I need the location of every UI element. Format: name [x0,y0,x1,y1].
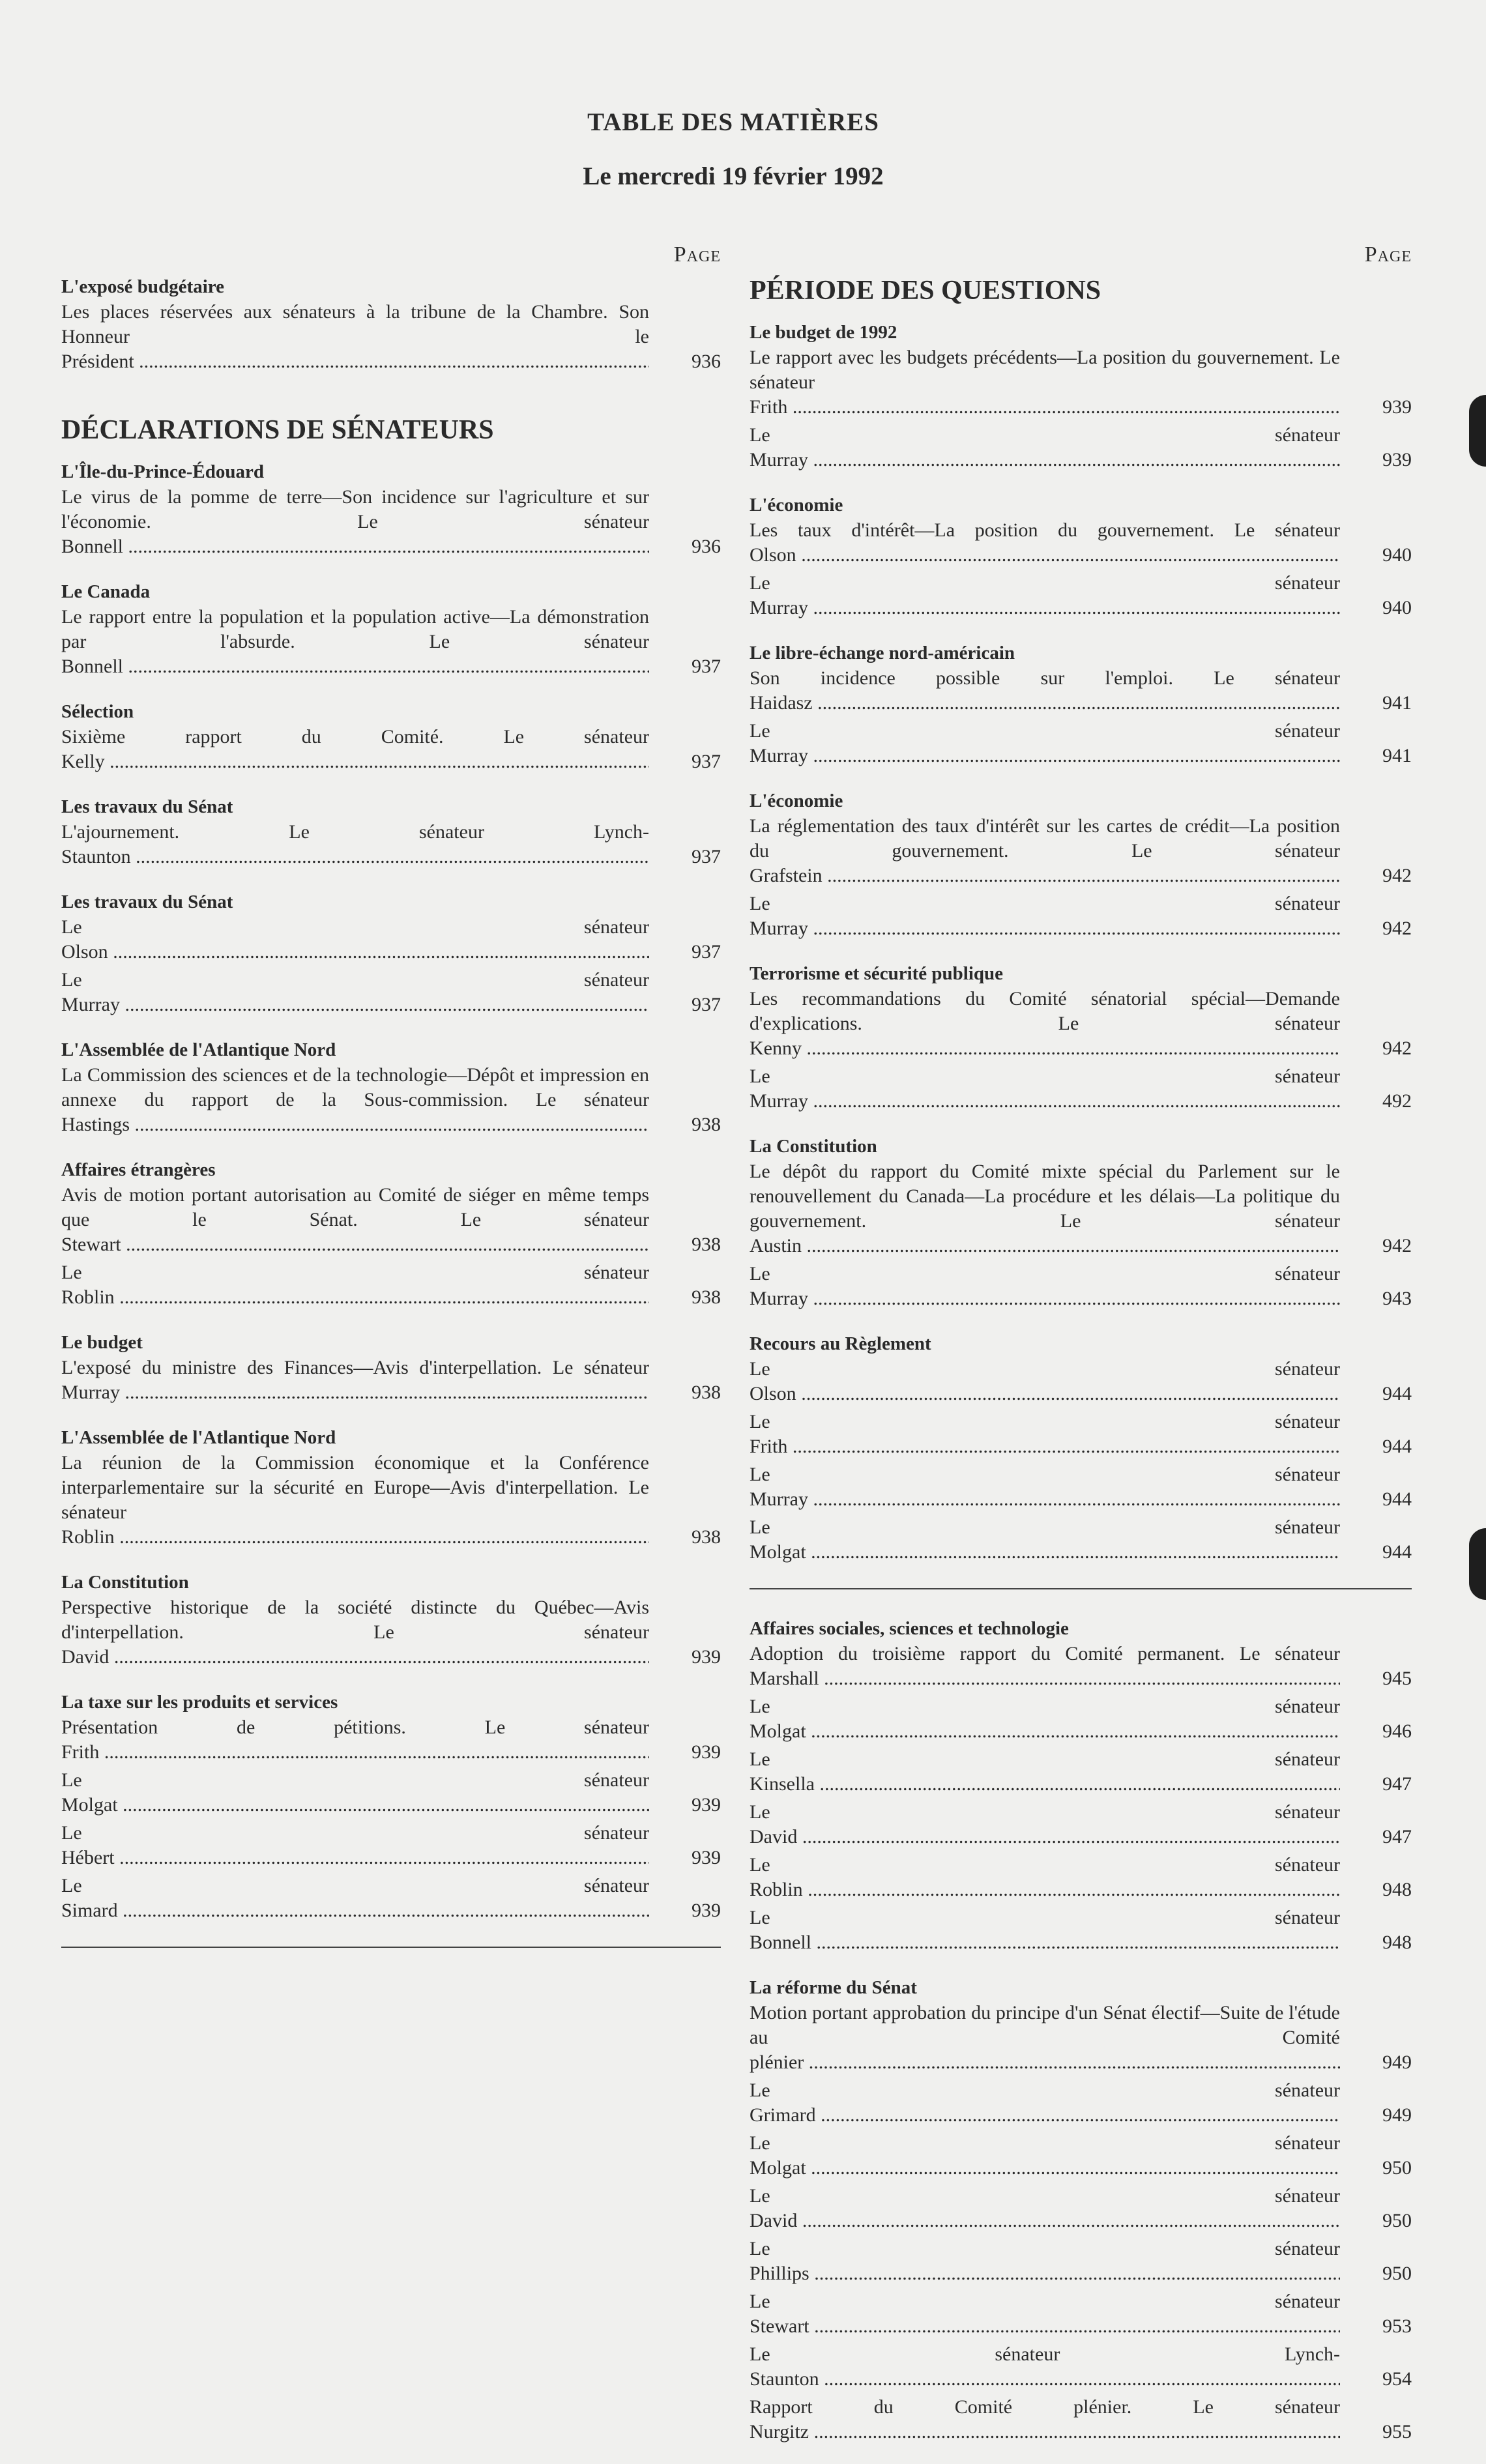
toc-section-title: Affaires sociales, sciences et technologie [750,1618,1069,1639]
toc-entry-page: 940 [1382,597,1412,618]
toc-entry-text: Le sénateur Murray ..... [750,571,1340,620]
toc-entry-page: 939 [692,1741,721,1763]
toc-entry [750,1694,1412,1744]
toc-entry-page: 939 [1382,396,1412,418]
toc-section [750,492,1412,620]
toc-entry-text: Présentation de pétitions. Le sénateur Frith ..... [61,1715,649,1765]
toc-section-title: Affaires étrangères [61,1159,216,1180]
toc-entry [61,725,721,774]
toc-entry [750,1262,1412,1311]
toc-entry-page: 955 [1382,2421,1412,2442]
toc-entry-page: 937 [692,846,721,867]
toc-entry-page: 942 [1382,865,1412,886]
toc-section [750,1616,1412,1955]
divider [61,1947,721,1948]
toc-section [61,1329,721,1405]
toc-entry-text: Le sénateur Murray ..... [750,1262,1340,1311]
toc-entry [61,1715,721,1765]
toc-section [750,640,1412,768]
toc-entry-text: Le sénateur Murray ..... [750,1064,1340,1114]
toc-entry [750,987,1412,1061]
toc-entry [61,1355,721,1405]
toc-entry [750,814,1412,888]
right-column [750,242,1412,2464]
toc-section [750,1331,1412,1565]
toc-entry-text: Le sénateur Hébert ..... [61,1821,649,1870]
toc-section [61,459,721,559]
toc-section [61,1037,721,1137]
toc-section-title: Le libre-échange nord-américain [750,643,1015,663]
toc-entry [750,518,1412,568]
toc-entry-page: 953 [1382,2315,1412,2337]
toc-entry-page: 944 [1382,1488,1412,1510]
toc-entry-text: Le sénateur Olson ..... [750,1357,1340,1406]
toc-entry-page: 946 [1382,1720,1412,1742]
toc-entry-text: Le sénateur Molgat ..... [750,1694,1340,1744]
toc-entry [750,2001,1412,2075]
toc-entry-page: 939 [692,1900,721,1921]
toc-entry [750,666,1412,716]
toc-entry-page: 936 [692,536,721,557]
toc-entry-text: Rapport du Comité plénier. Le sénateur Nurgitz ..... [750,2395,1340,2444]
toc-entry-text: Motion portant approbation du principe d'un Sénat électif—Suite de l'étude au Comité plénier ..... [750,2001,1340,2075]
toc-entry [61,1821,721,1870]
toc-entry-text: Le sénateur Molgat ..... [750,2131,1340,2181]
toc-entry [750,1747,1412,1797]
toc-entry [61,605,721,679]
toc-entry-page: 937 [692,656,721,677]
toc-entry-text: Le sénateur Phillips ..... [750,2237,1340,2286]
toc-section [61,889,721,1017]
toc-section-title: L'économie [750,790,843,811]
toc-entry-page: 939 [1382,449,1412,471]
toc-section [750,319,1412,472]
toc-section [750,1975,1412,2444]
toc-entry [61,915,721,964]
toc-section-title: Le budget de 1992 [750,322,897,343]
toc-entry-text: Le virus de la pomme de terre—Son incidence sur l'agriculture et sur l'économie. Le sénateur Bonnell ..... [61,485,649,559]
toc-section-title: L'exposé budgétaire [61,276,224,297]
toc-section-title: L'Assemblée de l'Atlantique Nord [61,1427,336,1448]
toc-entry-page: 944 [1382,1436,1412,1457]
toc-entry-page: 937 [692,751,721,772]
toc-section [61,699,721,774]
toc-entry-page: 938 [692,1382,721,1403]
toc-section [750,1133,1412,1311]
toc-entry-page: 939 [692,1847,721,1868]
toc-entry-page: 937 [692,941,721,963]
toc-entry-text: Le sénateur Olson ..... [61,915,649,964]
section-heading-questions: PÉRIODE DES QUESTIONS [750,276,1101,306]
toc-entry-text: La réunion de la Commission économique et la Conférence interparlementaire sur la sécurité en Europe—Avis d'interpellation. Le sénateur Roblin ..... [61,1451,649,1550]
toc-section-title: L'Île-du-Prince-Édouard [61,461,264,482]
toc-entry-text: Le rapport entre la population et la population active—La démonstration par l'absurde. Le sénateur Bonnell ..... [61,605,649,679]
binding-tab [1469,1528,1486,1600]
toc-entry-page: 941 [1382,745,1412,766]
toc-entry-text: Le sénateur Murray ..... [750,891,1340,941]
toc-entry [61,300,721,374]
toc-entry-text: Le sénateur Kinsella ..... [750,1747,1340,1797]
toc-entry [750,2395,1412,2444]
toc-section-title: Les travaux du Sénat [61,796,233,817]
toc-entry-page: 944 [1382,1383,1412,1404]
toc-section-title: L'économie [750,495,843,515]
toc-entry-page: 938 [692,1114,721,1135]
toc-entry-page: 492 [1382,1090,1412,1112]
toc-entry [61,1260,721,1310]
toc-section-title: La Constitution [750,1136,877,1157]
toc-entry [750,1800,1412,1849]
toc-entry [750,2078,1412,2128]
toc-entry-page: 950 [1382,2157,1412,2179]
toc-entry-page: 940 [1382,544,1412,566]
toc-entry-text: Les recommandations du Comité sénatorial spécial—Demande d'explications. Le sénateur Kenny ..... [750,987,1340,1061]
toc-entry [61,1595,721,1670]
toc-entry-text: La Commission des sciences et de la technologie—Dépôt et impression en annexe du rapport de la Sous-commission. Le sénateur Hastings ..... [61,1063,649,1137]
toc-entry-page: 942 [1382,1235,1412,1256]
toc-section-title: Recours au Règlement [750,1333,931,1354]
toc-entry-text: Le sénateur Murray ..... [750,423,1340,472]
toc-entry [61,1063,721,1137]
toc-entry-text: Sixième rapport du Comité. Le sénateur Kelly ..... [61,725,649,774]
toc-section [61,1425,721,1550]
left-column [61,242,721,1974]
page-date: Le mercredi 19 février 1992 [583,162,884,190]
toc-entry-text: Les places réservées aux sénateurs à la tribune de la Chambre. Son Honneur le Président ..... [61,300,649,374]
toc-entry-text: Avis de motion portant autorisation au Comité de siéger en même temps que le Sénat. Le sénateur Stewart ..... [61,1183,649,1257]
toc-entry-page: 938 [692,1526,721,1548]
toc-entry-text: Le sénateur Murray ..... [61,968,649,1017]
toc-entry-text: Le sénateur Bonnell ..... [750,1906,1340,1955]
toc-section [61,579,721,679]
toc-entry [750,1853,1412,1902]
toc-entry-text: Adoption du troisième rapport du Comité permanent. Le sénateur Marshall ..... [750,1642,1340,1691]
toc-section [61,794,721,869]
toc-entry-text: Le sénateur Murray ..... [750,1462,1340,1512]
toc-entry-text: Le sénateur Molgat ..... [750,1515,1340,1565]
toc-section-title: Terrorisme et sécurité publique [750,963,1004,984]
toc-section [61,1689,721,1923]
toc-entry [750,1462,1412,1512]
toc-entry [61,1183,721,1257]
page-column-label: Page [673,242,721,267]
toc-entry-text: Le sénateur Lynch-Staunton ..... [750,2342,1340,2392]
toc-entry-page: 938 [692,1234,721,1255]
toc-section-title: La Constitution [61,1572,189,1593]
section-heading-declarations: DÉCLARATIONS DE SÉNATEURS [61,415,494,445]
toc-entry [750,719,1412,768]
toc-section [750,961,1412,1114]
toc-section-title: L'Assemblée de l'Atlantique Nord [61,1039,336,1060]
toc-entry-text: L'exposé du ministre des Finances—Avis d'interpellation. Le sénateur Murray ..... [61,1355,649,1405]
toc-entry-text: Le dépôt du rapport du Comité mixte spécial du Parlement sur le renouvellement du Canada—La procédure et les délais—La politique du gouvernement. Le sénateur Austin ..... [750,1159,1340,1258]
toc-entry-page: 950 [1382,2263,1412,2284]
toc-entry-page: 936 [692,351,721,372]
toc-entry-page: 943 [1382,1288,1412,1309]
toc-entry [61,1768,721,1818]
divider [750,1588,1412,1589]
toc-entry-text: Le sénateur Molgat ..... [61,1768,649,1818]
toc-entry-text: Le sénateur David ..... [750,2184,1340,2233]
toc-entry-page: 942 [1382,918,1412,939]
toc-entry [750,571,1412,620]
toc-entry-page: 948 [1382,1932,1412,1953]
toc-entry-text: La réglementation des taux d'intérêt sur les cartes de crédit—La position du gouvernement. Le sénateur Grafstein ..... [750,814,1340,888]
toc-entry [61,968,721,1017]
toc-entry-page: 950 [1382,2210,1412,2231]
toc-entry [750,2237,1412,2286]
toc-entry [750,1159,1412,1258]
toc-entry [61,1451,721,1550]
toc-section-title: Les travaux du Sénat [61,891,233,912]
toc-entry [750,1410,1412,1459]
toc-entry-text: Le sénateur Grimard ..... [750,2078,1340,2128]
page-column-label: Page [1364,242,1412,267]
toc-entry-text: Son incidence possible sur l'emploi. Le sénateur Haidasz ..... [750,666,1340,716]
toc-entry [750,891,1412,941]
toc-section-title: Le Canada [61,581,151,602]
toc-entry [750,1515,1412,1565]
toc-entry-page: 944 [1382,1541,1412,1563]
toc-section-title: Sélection [61,701,134,722]
binding-tab [1469,395,1486,467]
toc-entry-text: Perspective historique de la société distincte du Québec—Avis d'interpellation. Le sénateur David ..... [61,1595,649,1670]
toc-entry-text: Le sénateur Simard ..... [61,1874,649,1923]
toc-entry-text: Le sénateur Frith ..... [750,1410,1340,1459]
toc-section-title: La taxe sur les produits et services [61,1692,338,1713]
toc-entry [61,485,721,559]
toc-entry-page: 941 [1382,692,1412,714]
toc-entry [750,423,1412,472]
toc-section [61,1157,721,1310]
toc-entry-text: Les taux d'intérêt—La position du gouvernement. Le sénateur Olson ..... [750,518,1340,568]
toc-entry [750,2131,1412,2181]
toc-section [61,1569,721,1670]
toc-entry-text: Le rapport avec les budgets précédents—La position du gouvernement. Le sénateur Frith ..... [750,345,1340,420]
toc-entry-text: Le sénateur Roblin ..... [750,1853,1340,1902]
toc-entry-page: 949 [1382,2104,1412,2126]
toc-section-title: Le budget [61,1332,143,1353]
toc-entry-page: 937 [692,994,721,1015]
toc-entry [61,1874,721,1923]
toc-entry [750,345,1412,420]
toc-entry-page: 947 [1382,1773,1412,1795]
toc-entry-page: 949 [1382,2051,1412,2073]
toc-entry-text: L'ajournement. Le sénateur Lynch-Staunton ..... [61,820,649,869]
toc-entry-page: 938 [692,1286,721,1308]
toc-entry [61,820,721,869]
toc-entry-page: 954 [1382,2368,1412,2390]
toc-entry [750,1906,1412,1955]
toc-entry-page: 942 [1382,1037,1412,1059]
toc-section-title: La réforme du Sénat [750,1977,917,1998]
page-title: TABLE DES MATIÈRES [587,108,879,136]
toc-entry-page: 939 [692,1646,721,1668]
toc-entry-page: 945 [1382,1668,1412,1689]
toc-entry-text: Le sénateur David ..... [750,1800,1340,1849]
toc-entry [750,2342,1412,2392]
toc-entry-page: 939 [692,1794,721,1816]
toc-entry [750,1642,1412,1691]
toc-entry-page: 948 [1382,1879,1412,1900]
toc-section [750,788,1412,941]
toc-entry-page: 947 [1382,1826,1412,1848]
toc-entry [750,1064,1412,1114]
toc-entry [750,1357,1412,1406]
toc-entry [750,2289,1412,2339]
toc-entry-text: Le sénateur Stewart ..... [750,2289,1340,2339]
toc-entry-text: Le sénateur Murray ..... [750,719,1340,768]
toc-section [61,274,721,374]
toc-entry [750,2184,1412,2233]
toc-entry-text: Le sénateur Roblin ..... [61,1260,649,1310]
